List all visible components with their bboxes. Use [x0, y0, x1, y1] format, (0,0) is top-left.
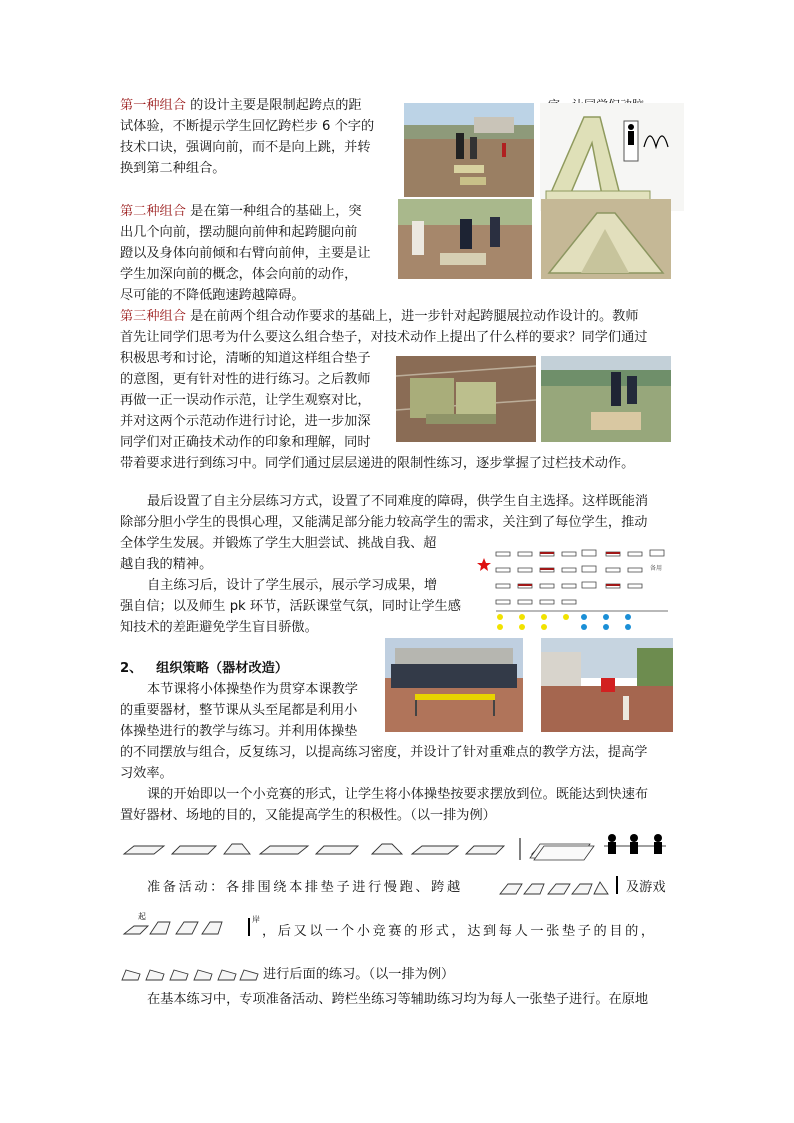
- combo1-line-3: 技术口诀，强调向前，而不是向上跳，并转: [120, 140, 371, 155]
- layer-line-6: 强自信；以及师生 pk 环节，活跃课堂气氛，同时让学生感: [120, 599, 461, 614]
- combo1-title: 第一种组合: [120, 98, 186, 113]
- combo3-line-6: 并对这两个示范动作进行讨论，进一步加深: [120, 414, 371, 429]
- heading-number: 2、: [120, 661, 143, 676]
- diagram-label: 备用: [650, 565, 663, 572]
- combo3-line-5: 再做一正一误动作示范，让学生观察对比，: [120, 393, 371, 408]
- combo3-line-8: 带着要求进行到练习中。同学们通过层层递进的限制性练习，逐步掌握了过栏技术动作。: [120, 456, 635, 471]
- layer-line-3: 全体学生发展。并锻炼了学生大胆尝试、挑战自我、超: [120, 536, 437, 551]
- section-heading: [120, 659, 288, 680]
- combo2-line-2: 出几个向前，摆动腿向前伸和起跨腿向前: [120, 225, 358, 240]
- divider-bar: [616, 876, 618, 894]
- photo-combo2-students: [398, 199, 532, 279]
- basic-practice-line: 在基本练习中，专项准备活动、跨栏坐练习等辅助练习均为每人一张垫子进行。在原地: [147, 992, 649, 1007]
- combo2-line-3: 蹬以及身体向前倾和右臂向前伸，主要是让: [120, 246, 371, 261]
- heading-text: 组织策略（器材改造）: [156, 661, 289, 676]
- photo-org-hurdle-class: [385, 638, 523, 732]
- single-mats-icon: [120, 964, 260, 984]
- combo2-line-4: 学生加深向前的概念，体会向前的动作，: [120, 267, 358, 282]
- layer-line-4: 越自我的精神。: [120, 557, 213, 572]
- combo3-line-1: 第三种组合 是在前两个组合动作要求的基础上，进一步针对起跨腿展拉动作设计的。教师: [120, 309, 639, 324]
- game-mats-icon: [120, 912, 240, 938]
- prep-line-1b: 及游戏: [626, 880, 666, 895]
- prep-line-3: 进行后面的练习。（以一排为例）: [263, 967, 455, 982]
- org-line-2: 的重要器材，整节课从头至尾都是利用小: [120, 703, 358, 718]
- photo-combo3-students-jumping: [541, 356, 671, 442]
- combo3-line-3: 积极思考和讨论，清晰的知道这样组合垫子: [120, 351, 371, 366]
- org-line-1: 本节课将小体操垫作为贯穿本课教学: [147, 682, 358, 697]
- layer-line-1: 最后设置了自主分层练习方式，设置了不同难度的障碍，供学生自主选择。这样既能消: [147, 494, 649, 509]
- photo-combo3-mats-field: [396, 356, 536, 442]
- mat-row-diagram: [120, 830, 676, 866]
- layer-line-2: 除部分胆小学生的畏惧心理，又能满足部分能力较高学生的需求，关注到了每位学生，推动: [120, 515, 648, 530]
- combo1-line-1: 第一种组合 的设计主要是限制起跨点的距: [120, 98, 362, 113]
- prep-line-2: ，后又以一个小竞赛的形式，达到每人一张垫子的目的，: [262, 924, 657, 939]
- combo3-line-2: 首先让同学们思考为什么要这么组合垫子，对技术动作上提出了什么样的要求？同学们通过: [120, 330, 648, 345]
- student-figures: [608, 834, 662, 854]
- combo2-line-1: 第二种组合 是在第一种组合的基础上，突: [120, 204, 362, 219]
- layer-line-7: 知技术的差距避免学生盲目骄傲。: [120, 620, 318, 635]
- combo3-line-4: 的意图，更有针对性的进行练习。之后教师: [120, 372, 371, 387]
- org-line-5: 习效率。: [120, 766, 173, 781]
- photo-combo1-mats-triangle: [540, 103, 684, 211]
- photo-combo1-students: [404, 103, 534, 197]
- photo-combo2-mats: [541, 199, 671, 279]
- combo3-title: 第三种组合: [120, 309, 186, 324]
- icon-label-end: 岸: [252, 915, 260, 924]
- layer-line-5: 自主练习后，设计了学生展示，展示学习成果，增: [147, 578, 438, 593]
- divider-bar-2: [248, 918, 250, 936]
- icon-label-start: 起: [138, 912, 146, 921]
- combo1-line-2: 试体验，不断提示学生回忆跨栏步 6 个字的: [120, 119, 375, 134]
- org-line-3: 体操垫进行的教学与练习。并利用体操垫: [120, 724, 358, 739]
- star-icon: [477, 558, 491, 571]
- org-line-4: 的不同摆放与组合，反复练习，以提高练习密度，并设计了针对重难点的教学方法，提高学: [120, 745, 648, 760]
- org-line-6: 课的开始即以一个小竞赛的形式，让学生将小体操垫按要求摆放到位。既能达到快速布: [147, 787, 649, 802]
- combo2-line-5: 尽可能的不降低跑速跨越障碍。: [120, 288, 305, 303]
- photo-org-student-jump: [541, 638, 673, 732]
- jump-mats-icon: [498, 876, 612, 898]
- layered-obstacle-diagram: [478, 540, 678, 634]
- combo3-line-7: 同学们对正确技术动作的印象和理解，同时: [120, 435, 371, 450]
- org-line-7: 置好器材、场地的目的，又能提高学生的积极性。（以一排为例）: [120, 808, 496, 823]
- prep-line-1a: 准备活动：各排围绕本排垫子进行慢跑、跨越: [147, 880, 463, 895]
- combo2-title: 第二种组合: [120, 204, 186, 219]
- combo1-line-4: 换到第二种组合。: [120, 161, 226, 176]
